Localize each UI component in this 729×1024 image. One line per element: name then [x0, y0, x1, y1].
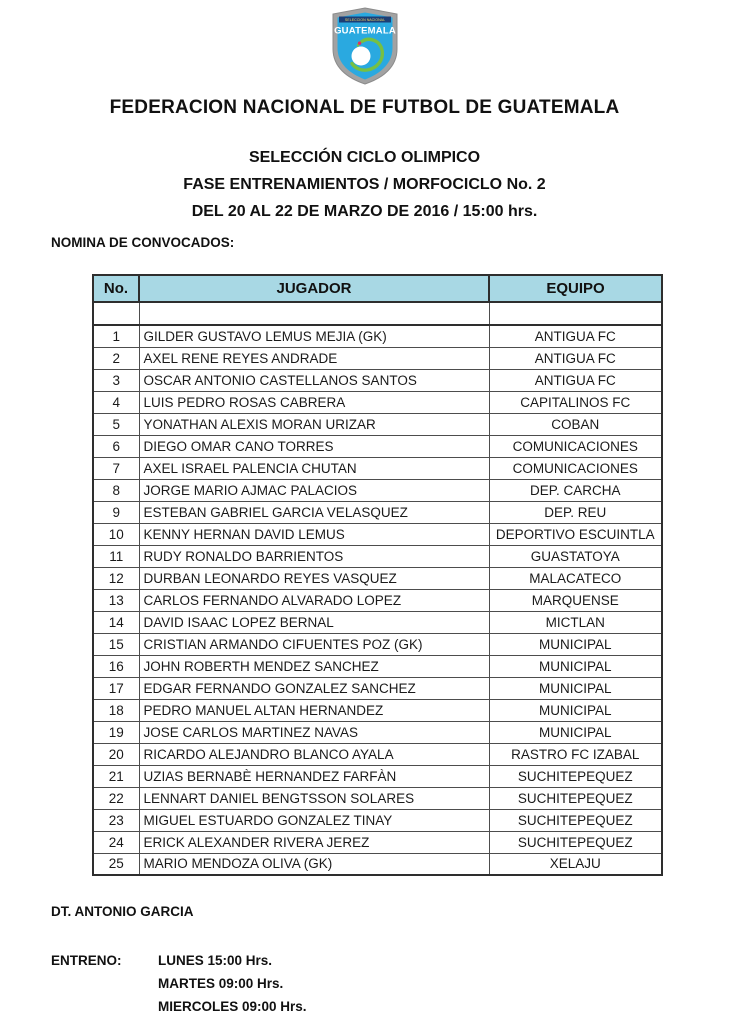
table-row — [93, 853, 662, 875]
training-schedule — [51, 949, 729, 1018]
logo-country-text: GUATEMALA — [333, 25, 396, 37]
column-header-equipo: EQUIPO — [489, 275, 662, 302]
player-name: ESTEBAN GABRIEL GARCIA VELASQUEZ — [139, 501, 489, 523]
row-number: 2 — [93, 347, 139, 369]
player-name: PEDRO MANUEL ALTAN HERNANDEZ — [139, 699, 489, 721]
table-row — [93, 699, 662, 721]
spacer-cell — [93, 302, 139, 325]
player-name: EDGAR FERNANDO GONZALEZ SANCHEZ — [139, 677, 489, 699]
coach-name: DT. ANTONIO GARCIA — [51, 904, 194, 919]
player-name: AXEL ISRAEL PALENCIA CHUTAN — [139, 457, 489, 479]
roster-table — [92, 274, 663, 876]
training-time-line: MIERCOLES 09:00 Hrs. — [158, 999, 307, 1014]
row-number: 21 — [93, 765, 139, 787]
team-name: MICTLAN — [489, 611, 662, 633]
team-name: MARQUENSE — [489, 589, 662, 611]
spacer-cell — [139, 302, 489, 325]
table-row — [93, 721, 662, 743]
row-number: 10 — [93, 523, 139, 545]
team-name: GUASTATOYA — [489, 545, 662, 567]
row-number: 23 — [93, 809, 139, 831]
ball-icon — [351, 47, 370, 66]
team-name: MUNICIPAL — [489, 699, 662, 721]
row-number: 6 — [93, 435, 139, 457]
team-name: DEP. REU — [489, 501, 662, 523]
guatemala-shield-icon — [331, 7, 399, 85]
row-number: 13 — [93, 589, 139, 611]
row-number: 4 — [93, 391, 139, 413]
row-number: 20 — [93, 743, 139, 765]
event-subtitle-block — [0, 144, 729, 225]
team-name: SUCHITEPEQUEZ — [489, 787, 662, 809]
team-name: MUNICIPAL — [489, 721, 662, 743]
team-name: DEP. CARCHA — [489, 479, 662, 501]
table-row — [93, 677, 662, 699]
table-row — [93, 523, 662, 545]
team-name: MUNICIPAL — [489, 655, 662, 677]
federation-title: FEDERACION NACIONAL DE FUTBOL DE GUATEMALA — [109, 97, 620, 118]
row-number: 19 — [93, 721, 139, 743]
player-name: ERICK ALEXANDER RIVERA JEREZ — [139, 831, 489, 853]
table-row — [93, 831, 662, 853]
row-number: 22 — [93, 787, 139, 809]
player-name: OSCAR ANTONIO CASTELLANOS SANTOS — [139, 369, 489, 391]
player-name: UZIAS BERNABÈ HERNANDEZ FARFÀN — [139, 765, 489, 787]
team-name: ANTIGUA FC — [489, 369, 662, 391]
federation-logo — [331, 7, 399, 90]
spacer-cell — [489, 302, 662, 325]
team-name: SUCHITEPEQUEZ — [489, 831, 662, 853]
table-row — [93, 325, 662, 347]
spacer-row — [93, 302, 662, 325]
training-time-line: LUNES 15:00 Hrs. — [158, 953, 273, 968]
table-row — [93, 413, 662, 435]
row-number: 8 — [93, 479, 139, 501]
subtitle-phase: FASE ENTRENAMIENTOS / MORFOCICLO No. 2 — [183, 176, 546, 193]
column-header-no: No. — [93, 275, 139, 302]
team-name: CAPITALINOS FC — [489, 391, 662, 413]
table-row — [93, 655, 662, 677]
player-name: RUDY RONALDO BARRIENTOS — [139, 545, 489, 567]
team-name: MALACATECO — [489, 567, 662, 589]
player-name: CRISTIAN ARMANDO CIFUENTES POZ (GK) — [139, 633, 489, 655]
training-time-line: MARTES 09:00 Hrs. — [158, 976, 284, 991]
table-row — [93, 347, 662, 369]
table-row — [93, 743, 662, 765]
row-number: 17 — [93, 677, 139, 699]
roster-header-row — [93, 275, 662, 302]
table-row — [93, 633, 662, 655]
training-label: ENTRENO: — [51, 953, 122, 968]
table-row — [93, 369, 662, 391]
player-name: RICARDO ALEJANDRO BLANCO AYALA — [139, 743, 489, 765]
roster-section-label: NOMINA DE CONVOCADOS: — [51, 235, 235, 250]
player-name: GILDER GUSTAVO LEMUS MEJIA (GK) — [139, 325, 489, 347]
row-number: 25 — [93, 853, 139, 875]
player-name: JORGE MARIO AJMAC PALACIOS — [139, 479, 489, 501]
row-number: 18 — [93, 699, 139, 721]
team-name: ANTIGUA FC — [489, 325, 662, 347]
row-number: 1 — [93, 325, 139, 347]
team-name: SUCHITEPEQUEZ — [489, 809, 662, 831]
table-row — [93, 589, 662, 611]
row-number: 11 — [93, 545, 139, 567]
table-row — [93, 501, 662, 523]
row-number: 14 — [93, 611, 139, 633]
player-name: LENNART DANIEL BENGTSSON SOLARES — [139, 787, 489, 809]
table-row — [93, 391, 662, 413]
team-name: DEPORTIVO ESCUINTLA — [489, 523, 662, 545]
row-number: 15 — [93, 633, 139, 655]
table-row — [93, 809, 662, 831]
row-number: 9 — [93, 501, 139, 523]
player-name: JOSE CARLOS MARTINEZ NAVAS — [139, 721, 489, 743]
team-name: SUCHITEPEQUEZ — [489, 765, 662, 787]
player-name: KENNY HERNAN DAVID LEMUS — [139, 523, 489, 545]
player-name: MIGUEL ESTUARDO GONZALEZ TINAY — [139, 809, 489, 831]
row-number: 7 — [93, 457, 139, 479]
team-name: COMUNICACIONES — [489, 457, 662, 479]
row-number: 3 — [93, 369, 139, 391]
player-name: DURBAN LEONARDO REYES VASQUEZ — [139, 567, 489, 589]
team-name: MUNICIPAL — [489, 677, 662, 699]
player-name: LUIS PEDRO ROSAS CABRERA — [139, 391, 489, 413]
team-name: ANTIGUA FC — [489, 347, 662, 369]
quetzal-eye-icon — [357, 42, 360, 45]
team-name: COMUNICACIONES — [489, 435, 662, 457]
player-name: AXEL RENE REYES ANDRADE — [139, 347, 489, 369]
row-number: 12 — [93, 567, 139, 589]
table-row — [93, 457, 662, 479]
table-row — [93, 545, 662, 567]
player-name: YONATHAN ALEXIS MORAN URIZAR — [139, 413, 489, 435]
row-number: 5 — [93, 413, 139, 435]
player-name: MARIO MENDOZA OLIVA (GK) — [139, 853, 489, 875]
table-row — [93, 611, 662, 633]
table-row — [93, 787, 662, 809]
row-number: 24 — [93, 831, 139, 853]
logo-banner-text: SELECCION NACIONAL — [344, 18, 385, 22]
subtitle-cycle: SELECCIÓN CICLO OLIMPICO — [248, 149, 481, 166]
table-row — [93, 479, 662, 501]
row-number: 16 — [93, 655, 139, 677]
team-name: COBAN — [489, 413, 662, 435]
player-name: DIEGO OMAR CANO TORRES — [139, 435, 489, 457]
team-name: MUNICIPAL — [489, 633, 662, 655]
player-name: CARLOS FERNANDO ALVARADO LOPEZ — [139, 589, 489, 611]
training-times — [158, 949, 307, 1018]
subtitle-dates: DEL 20 AL 22 DE MARZO DE 2016 / 15:00 hrs. — [191, 203, 538, 220]
document-page — [0, 7, 729, 1024]
table-row — [93, 765, 662, 787]
player-name: JOHN ROBERTH MENDEZ SANCHEZ — [139, 655, 489, 677]
table-row — [93, 435, 662, 457]
player-name: DAVID ISAAC LOPEZ BERNAL — [139, 611, 489, 633]
column-header-jugador: JUGADOR — [139, 275, 489, 302]
table-row — [93, 567, 662, 589]
team-name: RASTRO FC IZABAL — [489, 743, 662, 765]
team-name: XELAJU — [489, 853, 662, 875]
